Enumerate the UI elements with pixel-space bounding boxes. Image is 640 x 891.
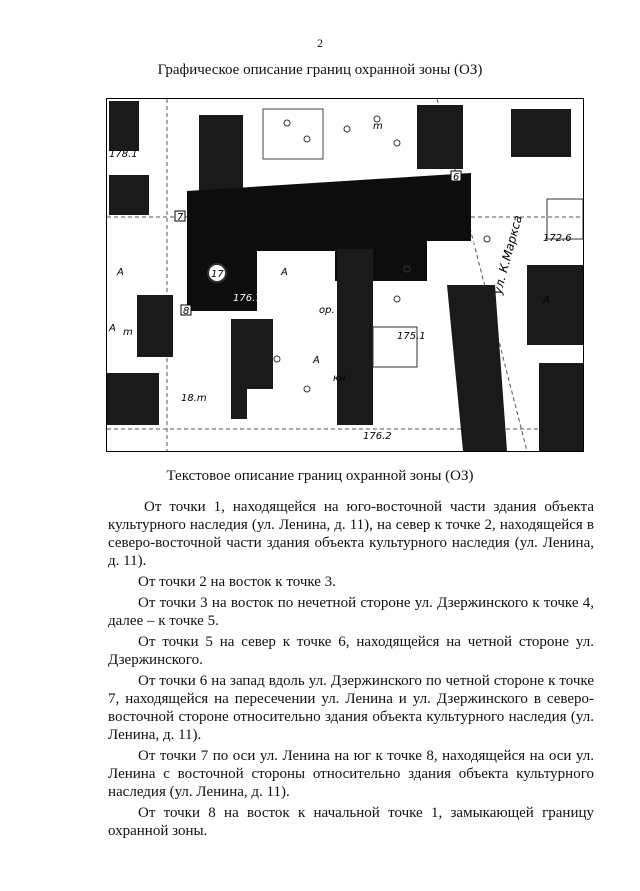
point-label: 6 xyxy=(453,172,460,183)
elevation-label: 176.7 xyxy=(233,293,262,304)
elevation-label: 178.1 xyxy=(109,149,138,160)
map-marker: 18.m xyxy=(181,393,207,404)
map-marker: ор. xyxy=(319,305,335,316)
building xyxy=(199,115,243,199)
tree-mark xyxy=(304,136,310,142)
building xyxy=(137,295,173,357)
map-marker: А xyxy=(117,267,124,278)
map-marker: m xyxy=(123,327,133,338)
building xyxy=(337,249,373,425)
boundary-paragraph: От точки 8 на восток к начальной точке 1, замыкающей границу охранной зоны. xyxy=(108,805,594,839)
tree-mark xyxy=(344,126,350,132)
boundary-paragraph: От точки 2 на восток к точке 3. xyxy=(138,574,336,590)
street-name-label: ул. К.Маркса xyxy=(490,213,525,296)
boundary-paragraph: От точки 3 на восток по нечетной стороне ул. Дзержинского к точке 4, далее – к точке 5. xyxy=(108,595,594,629)
tree-mark xyxy=(394,296,400,302)
page-number: 2 xyxy=(317,36,323,50)
building xyxy=(527,265,583,345)
map-marker: 17 xyxy=(211,269,224,280)
boundary-description xyxy=(108,498,594,843)
map-marker: кн xyxy=(333,373,346,384)
map-marker: А xyxy=(109,323,116,334)
map-marker: А xyxy=(281,267,288,278)
site-map xyxy=(106,98,584,452)
boundary-paragraph: От точки 6 на запад вдоль ул. Дзержинского по четной стороне к точке 7, находящейся на пересечении ул. Ленина и ул. Дзержинского в северо-восточной стороне относительно здания объекта культурного наследия (ул. Ленина, д. 11). xyxy=(108,673,594,743)
site-map-drawing xyxy=(107,99,583,451)
boundary-paragraph: От точки 7 по оси ул. Ленина на юг к точке 8, находящейся на оси ул. Ленина с восточной стороны относительно здания объекта культурного наследия (ул. Ленина, д. 11). xyxy=(108,748,594,800)
tree-mark xyxy=(284,120,290,126)
tree-mark xyxy=(394,140,400,146)
elevation-label: 175.1 xyxy=(397,331,426,342)
map-marker: А xyxy=(543,295,550,306)
building xyxy=(447,285,507,451)
point-label: 7 xyxy=(177,212,184,223)
tree-mark xyxy=(304,386,310,392)
building xyxy=(231,319,273,419)
building xyxy=(109,175,149,215)
building xyxy=(107,373,159,425)
building xyxy=(257,251,335,311)
building xyxy=(109,101,139,151)
text-description-title: Текстовое описание границ охранной зоны (ОЗ) xyxy=(166,468,474,484)
elevation-label: 172.6 xyxy=(543,233,572,244)
building xyxy=(417,105,463,169)
elevation-label: 174.5 xyxy=(447,241,476,252)
tree-mark xyxy=(274,356,280,362)
elevation-label: 176.2 xyxy=(363,431,392,442)
boundary-paragraph: От точки 1, находящейся на юго-восточной части здания объекта культурного наследия (ул. Ленина, д. 11), на север к точке 2, находящейся в северо-восточной части здания объекта культурного наследия (ул. Ленина, д. 11). xyxy=(108,499,594,569)
map-marker: А xyxy=(313,355,320,366)
tree-mark xyxy=(484,236,490,242)
building xyxy=(539,363,583,451)
map-marker: m xyxy=(373,121,383,132)
boundary-paragraph: От точки 5 на север к точке 6, находящейся на четной стороне ул. Дзержинского. xyxy=(108,634,594,668)
point-label: 8 xyxy=(183,306,190,317)
graphic-description-title: Графическое описание границ охранной зоны (ОЗ) xyxy=(157,62,483,78)
building xyxy=(511,109,571,157)
building xyxy=(263,109,323,159)
